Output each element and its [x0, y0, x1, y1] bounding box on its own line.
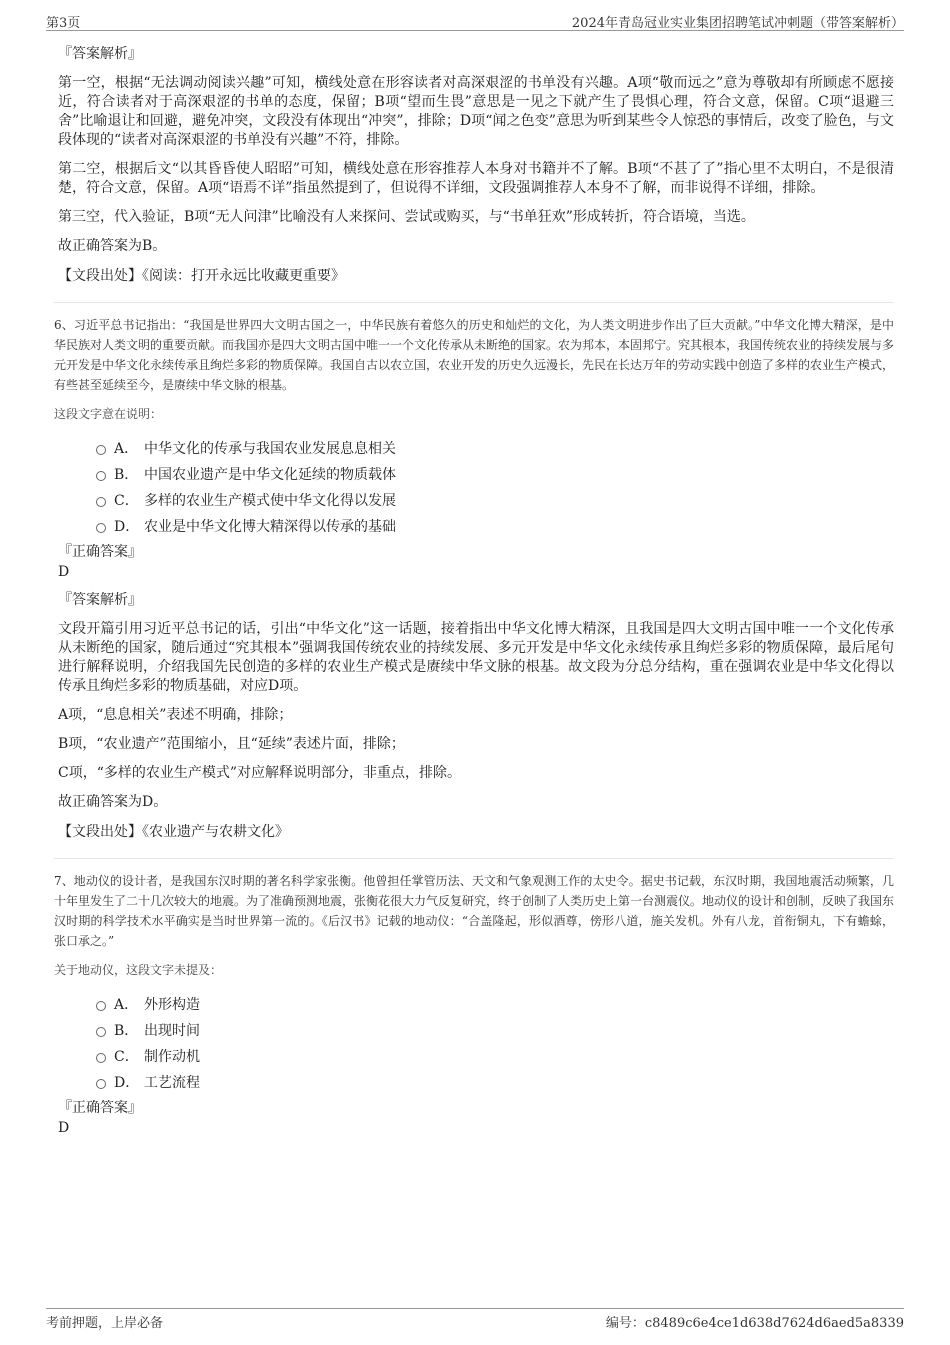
q6-option-d[interactable]: D． 农业是中华文化博大精深得以传承的基础: [96, 514, 894, 540]
divider: [54, 858, 894, 859]
q6-options: [96, 436, 894, 540]
q7-option-b[interactable]: B． 出现时间: [96, 1018, 894, 1044]
q7-option-c[interactable]: C． 制作动机: [96, 1044, 894, 1070]
radio-icon[interactable]: [96, 1027, 106, 1037]
q7-answer-label: 『正确答案』: [58, 1100, 142, 1116]
q7-answer: D: [58, 1120, 70, 1136]
q7-option-a[interactable]: A． 外形构造: [96, 992, 894, 1018]
q5-source: 【文段出处】《阅读：打开永远比收藏更重要》: [58, 268, 345, 284]
q6-prompt: 这段文字意在说明：: [54, 407, 163, 421]
radio-icon[interactable]: [96, 445, 106, 455]
q6-option-c[interactable]: C． 多样的农业生产模式使中华文化得以发展: [96, 488, 894, 514]
q6-answer: D: [58, 564, 70, 580]
document-code: 编号：c8489c6e4ce1d638d7624d6aed5a8339: [605, 1316, 904, 1331]
page-content: [54, 44, 895, 1146]
q6-analysis-para: 文段开篇引用习近平总书记的话，引出“中华文化”这一话题，接着指出中华文化博大精深，且我国是四大文明古国中唯一一个文化传承从未断绝的国家，随后通过“究其根本”强调我国传统农业的持续发展、多元开发是中华文化永续传承且绚烂多彩的物质保障，最后尾句进行解释说明，介绍我国先民创造的多样的农业生产模式是赓续中华文脉的根基。故文段为分总分结构，重在强调农业是中华文化得以传承且绚烂多彩的物质基础，对应D项。: [58, 621, 894, 694]
q5-analysis-para: 第三空，代入验证，B项“无人问津”比喻没有人来探问、尝试或购买，与“书单狂欢”形成转折，符合语境，当选。: [58, 209, 755, 225]
q6-conclusion: 故正确答案为D。: [58, 794, 168, 810]
q6-analysis-para: A项，“息息相关”表述不明确，排除；: [58, 707, 293, 723]
radio-icon[interactable]: [96, 1001, 106, 1011]
q5-analysis-para: 第一空，根据“无法调动阅读兴趣”可知，横线处意在形容读者对高深艰涩的书单没有兴趣。A项“敬而远之”意为尊敬却有所顾虑不愿接近，符合读者对于高深艰涩的书单的态度，保留；B项“望而生畏”意思是一见之下就产生了畏惧心理，符合文意，保留。C项“退避三舍”比喻退让和回避，避免冲突，文段没有体现出“冲突”，排除；D项“闻之色变”意思为听到某些令人惊恐的事情后，改变了脸色，与文段体现的“读者对高深艰涩的书单没有兴趣”不符，排除。: [58, 75, 894, 148]
document-title: 2024年青岛冠业实业集团招聘笔试冲刺题（带答案解析）: [571, 16, 904, 31]
page-footer: [46, 1308, 904, 1329]
footer-slogan: 考前押题，上岸必备: [46, 1316, 164, 1331]
radio-icon[interactable]: [96, 523, 106, 533]
q7-question-text: 7、地动仪的设计者，是我国东汉时期的著名科学家张衡。他曾担任掌管历法、天文和气象观测工作的太史令。据史书记载，东汉时期，我国地震活动频繁，几十年里发生了二十几次较大的地震。为了准确预测地震，张衡花很大力气反复研究，终于创制了人类历史上第一台测震仪。地动仪的设计和创制，反映了我国东汉时期的科学技术水平确实是当时世界第一流的。《后汉书》记载的地动仪：“合盖隆起，形似酒尊，傍形八道，施关发机。外有八龙，首衔铜丸，下有蟾蜍，张口承之。”: [54, 874, 895, 948]
radio-icon[interactable]: [96, 471, 106, 481]
q6-analysis-para: B项，“农业遗产”范围缩小，且“延续”表述片面，排除；: [58, 736, 405, 752]
q7-option-d[interactable]: D． 工艺流程: [96, 1070, 894, 1096]
q7-options: [96, 992, 894, 1096]
radio-icon[interactable]: [96, 1053, 106, 1063]
page-header: [46, 10, 904, 31]
radio-icon[interactable]: [96, 497, 106, 507]
q6-question-text: 6、习近平总书记指出：“我国是世界四大文明古国之一，中华民族有着悠久的历史和灿烂的文化，为人类文明进步作出了巨大贡献。”中华文化博大精深，是中华民族对人类文明的重要贡献。而我国亦是四大文明古国中唯一一个文化传承从未断绝的国家。农为邦本，本固邦宁。究其根本，我国传统农业的持续发展与多元开发是中华文化永续传承且绚烂多彩的物质保障。我国自古以农立国，农业开发的历史久远漫长，先民在长达万年的劳动实践中创造了多样的农业生产模式，有些甚至延续至今，是赓续中华文脉的根基。: [54, 318, 895, 392]
q5-conclusion: 故正确答案为B。: [58, 238, 167, 254]
radio-icon[interactable]: [96, 1079, 106, 1089]
q5-analysis-para: 第二空，根据后文“以其昏昏使人昭昭”可知，横线处意在形容推荐人本身对书籍并不了解。B项“不甚了了”指心里不太明白，不是很清楚，符合文意，保留。A项“语焉不详”指虽然提到了，但说得不详细，文段强调推荐人本身不了解，而非说得不详细，排除。: [58, 161, 894, 196]
q7-prompt: 关于地动仪，这段文字未提及：: [54, 963, 223, 977]
q6-answer-label: 『正确答案』: [58, 544, 142, 560]
q6-analysis-label: 『答案解析』: [58, 592, 142, 608]
divider: [54, 302, 894, 303]
q6-source: 【文段出处】《农业遗产与农耕文化》: [58, 824, 289, 840]
q5-analysis-label: 『答案解析』: [58, 46, 142, 62]
q6-option-a[interactable]: A． 中华文化的传承与我国农业发展息息相关: [96, 436, 894, 462]
q6-option-b[interactable]: B． 中国农业遗产是中华文化延续的物质载体: [96, 462, 894, 488]
page-number: 第3页: [46, 16, 81, 31]
q6-analysis-para: C项，“多样的农业生产模式”对应解释说明部分，非重点，排除。: [58, 765, 462, 781]
